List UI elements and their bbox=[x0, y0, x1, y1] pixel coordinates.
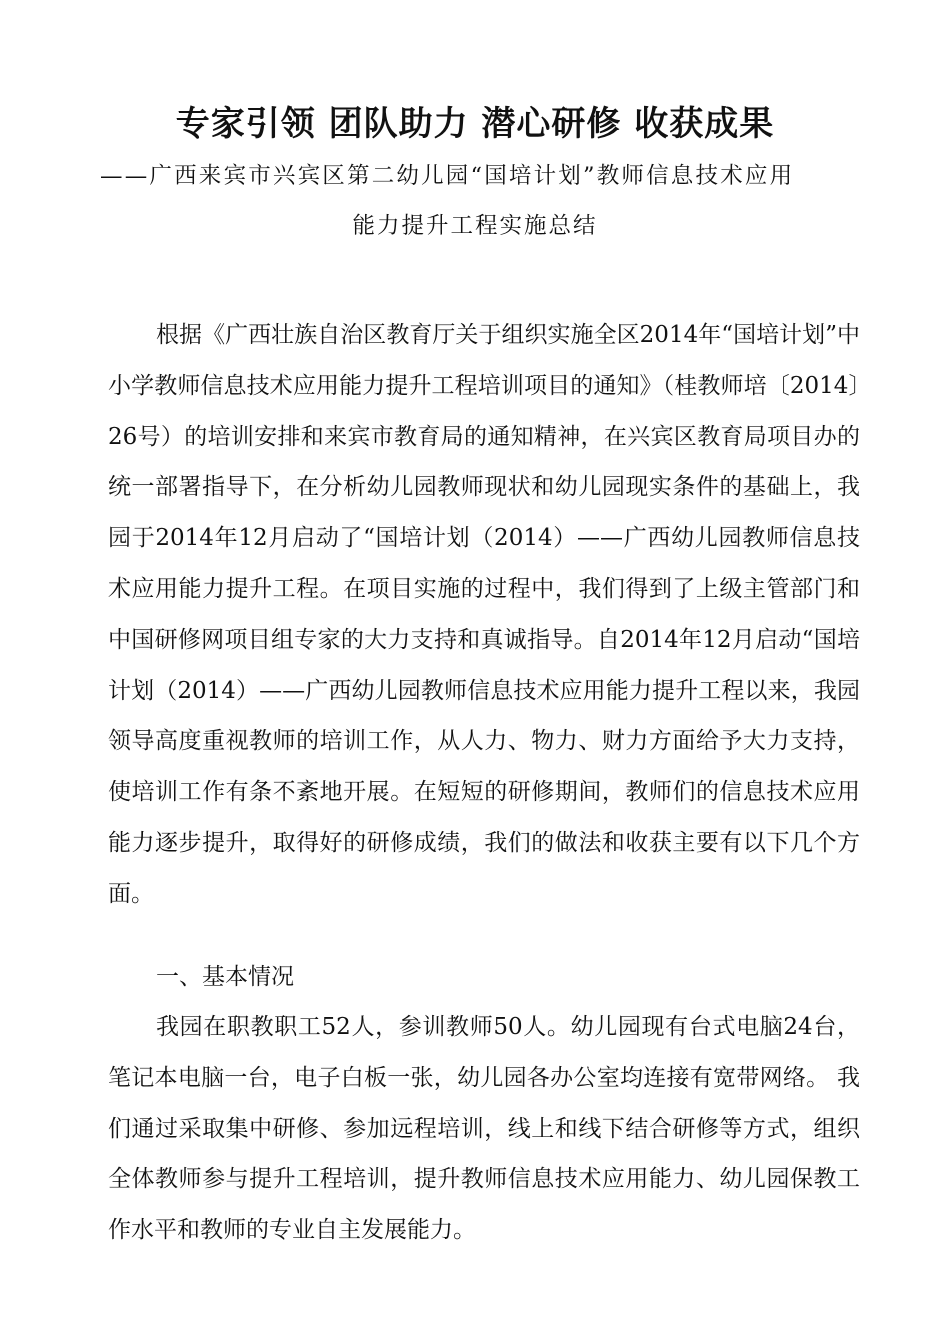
section-heading-basic-situation: 一、基本情况 bbox=[156, 964, 294, 990]
body-paragraph-2: 我园在职教职工52人，参训教师50人。幼儿园现有台式电脑24台，笔记本电脑一台，电子白板一张，幼儿园各办公室均连接有宽带网络。 我们通过采取集中研修、参加远程培训，线上和线下结合研修等方式，组织全体教师参与提升工程培训，提升教师信息技术应用能力、幼儿园保教工作水平和教师的专业自主发展能力。 bbox=[108, 1014, 860, 1244]
body-paragraph-1: 根据《广西壮族自治区教育厅关于组织实施全区2014年“国培计划”中小学教师信息技术应用能力提升工程培训项目的通知》（桂教师培〔2014〕26号）的培训安排和来宾市教育局的通知精神，在兴宾区教育局项目办的统一部署指导下，在分析幼儿园教师现状和幼儿园现实条件的基础上，我园于2014年12月启动了“国培计划（2014）——广西幼儿园教师信息技术应用能力提升工程。在项目实施的过程中，我们得到了上级主管部门和中国研修网项目组专家的大力支持和真诚指导。自2014年12月启动“国培计划（2014）——广西幼儿园教师信息技术应用能力提升工程以来，我园领导高度重视教师的培训工作，从人力、物力、财力方面给予大力支持，使培训工作有条不紊地开展。在短短的研修期间，教师们的信息技术应用能力逐步提升，取得好的研修成绩，我们的做法和收获主要有以下几个方面。 bbox=[108, 322, 860, 907]
document-subtitle-line-2: 能力提升工程实施总结 bbox=[352, 213, 598, 239]
document-title: 专家引领 团队助力 潜心研修 收获成果 bbox=[175, 104, 775, 144]
document-subtitle-line-1: ——广西来宾市兴宾区第二幼儿园“国培计划”教师信息技术应用 bbox=[100, 163, 795, 189]
